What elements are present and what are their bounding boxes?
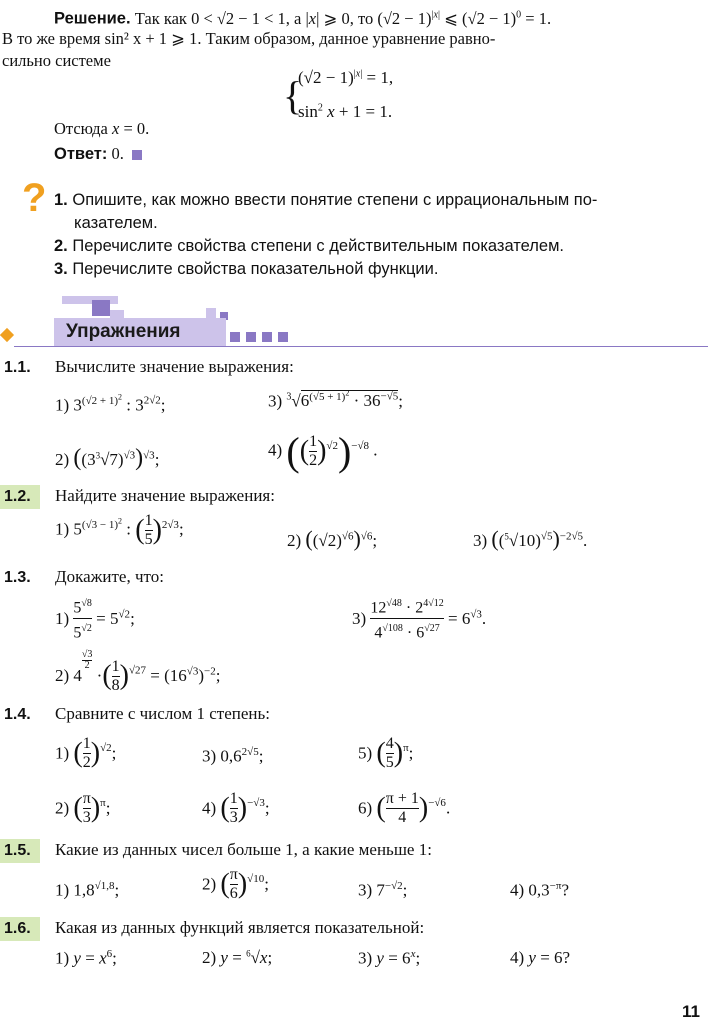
ex-1-4-item-3: 3) $0,6^{2√5}$;: [202, 746, 264, 766]
ex-1-4-item-2: 2) ( $\frac{\pi}{3}$ )$^\pi$;: [55, 790, 111, 826]
answer-value: 0.: [111, 144, 124, 163]
question-1-text: Опишите, как можно ввести понятие степени с иррациональным по-: [72, 191, 598, 209]
exercise-1-4-title: Сравните с числом 1 степень:: [55, 704, 270, 723]
ex-1-4-item-2-label: 2): [55, 798, 70, 818]
question-3: [54, 258, 438, 281]
section-decor-block-1: [92, 300, 110, 316]
ex-1-1-item-1-label: 1): [55, 395, 70, 415]
section-decor-sq-3: [262, 332, 272, 342]
end-of-solution-square: [132, 150, 142, 160]
question-2-text: Перечислите свойства степени с действительным показателем.: [72, 237, 564, 255]
section-title: Упражнения: [66, 321, 181, 342]
ex-1-1-item-3-label: 3): [268, 391, 283, 411]
ex-1-2-item-3: 3) $((^5√10)^{√5})^{-2√5}$.: [473, 526, 588, 551]
exercise-1-4-num: 1.4.: [4, 706, 31, 723]
page-number: 11: [682, 1002, 700, 1021]
exercise-1-5-title: Какие из данных чисел больше 1, а какие меньше 1:: [55, 840, 432, 859]
ex-1-5-item-4-label: 4): [510, 880, 525, 900]
section-decor-small-1: [218, 322, 226, 328]
solution-answer: [54, 143, 142, 165]
ex-1-2-item-3-label: 3): [473, 531, 488, 550]
ex-1-6-item-3: 3) $y = 6^x$;: [358, 948, 421, 968]
question-2: [54, 235, 564, 258]
ex-1-4-item-5-label: 5): [358, 743, 373, 763]
ex-1-1-item-4-label: 4): [268, 440, 283, 460]
ex-1-3-item-3: 3) $\frac{12^{√48} \cdot 2^{4√12}}{4^{√108} \cdot 6^{√27}}$ = $6^{√3}$.: [352, 594, 486, 644]
ex-1-5-item-2-label: 2): [202, 874, 217, 894]
ex-1-3-item-1: 1) $\frac{5^{√8}}{5^{√2}}$ = $5^{√2}$;: [55, 594, 135, 644]
section-decor-sq-1: [230, 332, 240, 342]
ex-1-3-item-2: 2) 4 $^{\frac{√3}{2}}$ ·( $\frac{1}{8}$ )$^{√27} = (16^{√3})^{-2}$;: [55, 649, 221, 694]
ex-1-2-item-1: 1) $5^{(√3 - 1)^2}$ : ( $\frac{1}{5}$ )$^{2√3}$;: [55, 512, 184, 548]
ex-1-1-item-4: 4) (( $\frac{1}{2}$ )$^{√2}$)$^{-√8}$ .: [268, 429, 378, 474]
exercise-1-2-title: Найдите значение выражения:: [55, 486, 275, 505]
section-decor-sq-4: [278, 332, 288, 342]
exercise-1-6-num: 1.6.: [0, 917, 40, 941]
ex-1-4-item-3-label: 3): [202, 746, 217, 766]
ex-1-5-item-1-label: 1): [55, 880, 70, 900]
exercise-1-6-title: Какая из данных функций является показательной:: [55, 918, 425, 937]
exercise-1-1-num: 1.1.: [4, 359, 31, 376]
system-eq-1: $(√2 - 1)^{|x|} = 1$,: [298, 68, 394, 87]
ex-1-2-item-2: 2) $((√2)^{√6})^{√6}$;: [287, 526, 378, 551]
ex-1-2-item-2-label: 2): [287, 531, 302, 550]
section-rule: [14, 346, 708, 347]
ex-1-6-item-2: 2) y = $^6$√x;: [202, 948, 273, 967]
exercise-1-3-title: Докажите, что:: [55, 567, 164, 586]
solution-condition: Так как 0 < √2 − 1 < 1, а |x| ⩾ 0, то $(√2 - 1)^{|x|}$ ⩽ $(√2 - 1)^0 = 1$.: [134, 8, 552, 28]
ex-1-1-item-1: 1) $3^{(√2 + 1)^2}$ : $3^{2√2}$;: [55, 392, 166, 415]
ex-1-4-item-1: 1) ( $\frac{1}{2}$ )$^{√2}$;: [55, 735, 117, 771]
question-2-num: 2.: [54, 237, 68, 255]
exercise-1-5-num: 1.5.: [0, 839, 40, 863]
system-brace: {: [283, 73, 303, 118]
question-1-cont: казателем.: [74, 214, 158, 232]
solution-hence: Отсюда x = 0.: [54, 119, 150, 138]
solution-label: Решение.: [54, 9, 131, 28]
answer-label: Ответ:: [54, 145, 108, 163]
section-decor-sq-2: [246, 332, 256, 342]
ex-1-1-item-2-label: 2): [55, 450, 70, 469]
question-3-num: 3.: [54, 260, 68, 278]
exercise-1-3-num: 1.3.: [4, 569, 31, 586]
ex-1-6-item-4: 4) y = 6?: [510, 948, 571, 967]
solution-line-1: [54, 4, 551, 30]
ex-1-5-item-3: 3) $7^{-√2}$;: [358, 880, 408, 900]
ex-1-5-item-2: 2) ( $\frac{\pi}{6}$ )$^{√10}$;: [202, 866, 269, 902]
solution-line-2: В то же время sin² x + 1 ⩾ 1. Таким образом, данное уравнение равно-: [2, 29, 496, 48]
question-3-text: Перечислите свойства показательной функции.: [72, 260, 439, 278]
question-1-num: 1.: [54, 191, 68, 209]
exercise-1-1-title: Вычислите значение выражения:: [55, 357, 294, 376]
solution-line-3: сильно системе: [2, 51, 111, 70]
section-decor-block-3: [206, 308, 216, 318]
ex-1-4-item-6: 6) ( $\frac{\pi + 1}{4}$ )$^{-√6}$.: [358, 790, 451, 826]
ex-1-6-item-1: 1) $y = x^6$;: [55, 948, 117, 968]
ex-1-5-item-4: 4) $0,3^{-\pi}$?: [510, 880, 569, 900]
ex-1-3-item-3-label: 3): [352, 608, 367, 628]
ex-1-3-item-1-label: 1): [55, 608, 70, 628]
ex-1-2-item-1-label: 1): [55, 519, 70, 539]
ex-1-6-item-1-label: 1): [55, 948, 70, 968]
exercise-1-2-num: 1.2.: [0, 485, 40, 509]
ex-1-3-item-2-label: 2): [55, 666, 70, 686]
section-diamond-icon: [0, 328, 14, 342]
ex-1-4-item-4-label: 4): [202, 798, 217, 818]
ex-1-4-item-1-label: 1): [55, 743, 70, 763]
section-decor-block-2: [110, 310, 124, 318]
ex-1-5-item-3-label: 3): [358, 880, 373, 900]
question-1: [54, 189, 597, 212]
ex-1-4-item-6-label: 6): [358, 798, 373, 818]
system-eq-2: $\sin^2 x + 1 = 1$.: [298, 102, 393, 121]
question-mark-icon: ?: [22, 176, 47, 220]
ex-1-1-item-2: 2) $((3^3√7)^{√3})^{√3}$;: [55, 445, 160, 471]
ex-1-1-item-3: 3) $^3√6^{(√5 + 1)^2} \cdot 36^{-√5}$;: [268, 388, 403, 411]
ex-1-5-item-1: 1) $1,8^{√1,8}$;: [55, 880, 120, 900]
ex-1-6-item-4-label: 4): [510, 948, 525, 967]
ex-1-4-item-5: 5) ( $\frac{4}{5}$ )$^\pi$;: [358, 735, 414, 771]
ex-1-4-item-4: 4) ( $\frac{1}{3}$ )$^{-√3}$;: [202, 790, 270, 826]
ex-1-6-item-3-label: 3): [358, 948, 373, 968]
ex-1-6-item-2-label: 2): [202, 948, 217, 967]
